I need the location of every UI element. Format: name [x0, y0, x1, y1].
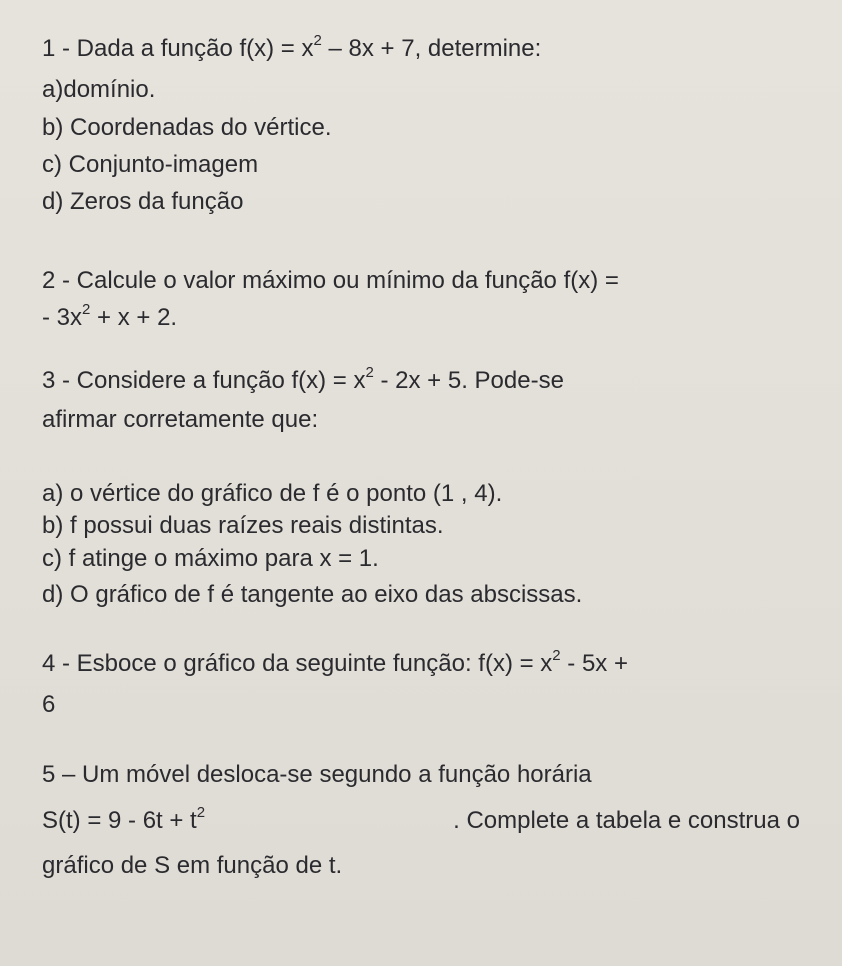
q4-function-rest: - 5x +	[560, 650, 628, 677]
q4-line-2: 6	[42, 691, 56, 718]
question-1-statement	[42, 34, 541, 64]
q1-item-a: a)domínio.	[42, 76, 156, 103]
q3-option-d: d) O gráfico de f é tangente ao eixo das abscissas.	[42, 581, 583, 608]
q5-line-2	[42, 806, 800, 836]
q1-item-b: b) Coordenadas do vértice.	[42, 114, 332, 141]
q5-line-3: gráfico de S em função de t.	[42, 852, 343, 879]
q5-function	[42, 806, 205, 836]
q5-function-text: S(t) = 9 - 6t + t	[42, 807, 197, 834]
q5-line-1: 5 – Um móvel desloca-se segundo a função horária	[42, 761, 592, 788]
q2-line-1: 2 - Calcule o valor máximo ou mínimo da função f(x) =	[42, 267, 619, 294]
q3-option-a: a) o vértice do gráfico de f é o ponto (1 , 4).	[42, 480, 503, 507]
q3-option-b: b) f possui duas raízes reais distintas.	[42, 512, 444, 539]
q1-function: f(x) = x	[239, 35, 314, 62]
q5-exponent: 2	[196, 804, 206, 821]
q1-prefix: 1 - Dada a função	[42, 35, 240, 62]
q5-instruction: . Complete a tabela e construa o	[453, 807, 800, 834]
q4-line-1	[42, 649, 628, 679]
q1-function-rest: – 8x + 7	[321, 35, 415, 62]
q2-term: - 3x	[42, 304, 83, 331]
q3-exponent: 2	[365, 364, 374, 381]
q1-item-c: c) Conjunto-imagem	[42, 151, 259, 178]
q2-line-2	[42, 303, 177, 333]
q1-item-d: d) Zeros da função	[42, 188, 244, 215]
q3-option-c: c) f atinge o máximo para x = 1.	[42, 545, 379, 572]
q3-line-1	[42, 366, 564, 396]
q2-exponent: 2	[82, 301, 91, 318]
q4-exponent: 2	[552, 647, 561, 664]
q1-suffix: , determine:	[414, 35, 542, 62]
q4-function: 4 - Esboce o gráfico da seguinte função: f(x) = x	[42, 650, 553, 677]
q3-line-2: afirmar corretamente que:	[42, 406, 319, 433]
q2-term-rest: + x + 2.	[90, 304, 178, 331]
q3-function: 3 - Considere a função f(x) = x	[42, 367, 366, 394]
q1-exponent: 2	[313, 32, 322, 49]
q3-function-rest: - 2x + 5. Pode-se	[373, 367, 564, 394]
